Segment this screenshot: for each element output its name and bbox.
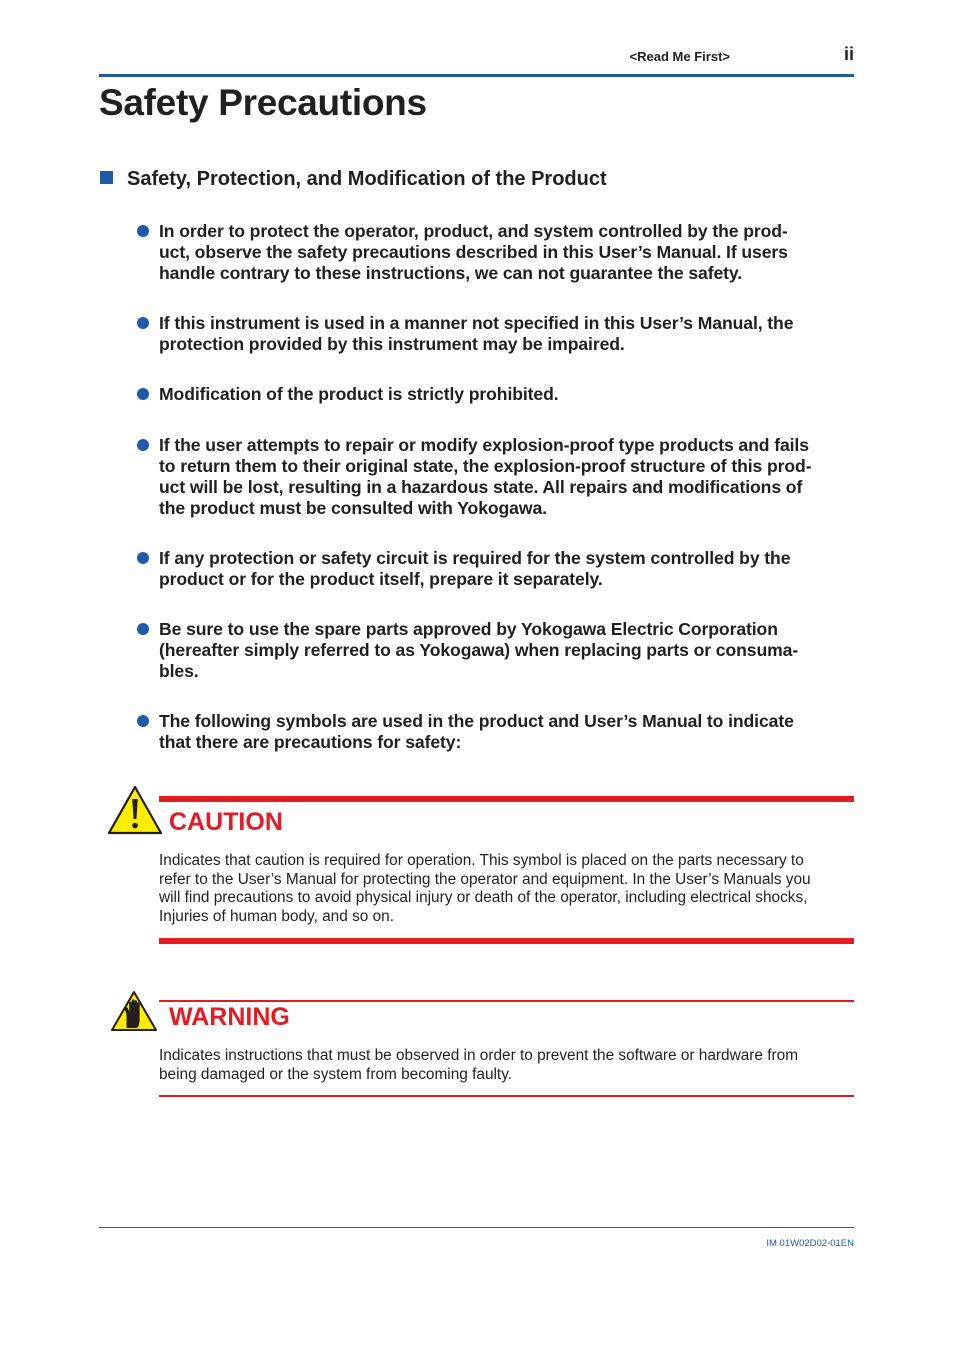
bullet-line: protection provided by this instrument may be impaired.	[159, 334, 625, 354]
warning-text-line: being damaged or the system from becoming faulty.	[159, 1065, 513, 1083]
warning-heading: WARNING	[169, 1003, 290, 1031]
round-bullet-icon	[137, 317, 149, 329]
bullet-line: If any protection or safety circuit is required for the system controlled by the	[159, 548, 791, 568]
document-number: IM 01W02D02-01EN	[766, 1238, 854, 1249]
caution-text-line: refer to the User’s Manual for protecting the operator and equipment. In the User’s Manuals you	[159, 870, 811, 888]
page-number: ii	[843, 44, 854, 64]
caution-triangle-icon	[107, 785, 163, 835]
bullet-line: Be sure to use the spare parts approved by Yokogawa Electric Corporation	[159, 619, 778, 639]
bullet-line: product or for the product itself, prepare it separately.	[159, 569, 603, 589]
bullet-line: (hereafter simply referred to as Yokogawa) when replacing parts or consuma-	[159, 640, 799, 660]
round-bullet-icon	[137, 552, 149, 564]
caution-text	[159, 852, 859, 926]
bullet-line: In order to protect the operator, product, and system controlled by the prod-	[159, 221, 788, 241]
caution-text-line: will find precautions to avoid physical injury or death of the operator, including electrical shocks,	[159, 889, 808, 906]
bullet-item	[159, 711, 859, 753]
bullet-line: handle contrary to these instructions, we can not guarantee the safety.	[159, 263, 743, 283]
bullet-line: that there are precautions for safety:	[159, 732, 462, 752]
caution-top-rule	[159, 796, 854, 802]
bullet-line: uct, observe the safety precautions described in this User’s Manual. If users	[159, 242, 788, 262]
bullet-line: uct will be lost, resulting in a hazardous state. All repairs and modifications of	[159, 477, 803, 497]
round-bullet-icon	[137, 225, 149, 237]
warning-text	[159, 1047, 859, 1084]
footer-rule	[99, 1227, 854, 1228]
warning-bottom-rule	[159, 1095, 854, 1097]
bullet-line: The following symbols are used in the product and User’s Manual to indicate	[159, 711, 794, 731]
round-bullet-icon	[137, 715, 149, 727]
section-heading	[100, 168, 607, 191]
square-bullet-icon	[100, 171, 113, 184]
bullet-line: Modification of the product is strictly prohibited.	[159, 384, 559, 404]
bullet-item	[159, 435, 859, 519]
warning-top-rule	[159, 1000, 854, 1002]
round-bullet-icon	[137, 388, 149, 400]
running-header: <Read Me First>	[629, 49, 730, 64]
caution-text-line: Injuries of human body, and so on.	[159, 907, 394, 925]
round-bullet-icon	[137, 439, 149, 451]
caution-bottom-rule	[159, 938, 854, 944]
bullet-item	[159, 384, 859, 405]
bullet-line: If the user attempts to repair or modify explosion-proof type products and fails	[159, 435, 809, 455]
header-rule	[99, 74, 854, 77]
bullet-line: If this instrument is used in a manner not specified in this User’s Manual, the	[159, 313, 794, 333]
bullet-item	[159, 619, 859, 682]
bullet-line: bles.	[159, 661, 199, 681]
bullet-line: the product must be consulted with Yokogawa.	[159, 498, 547, 518]
round-bullet-icon	[137, 623, 149, 635]
warning-text-line: Indicates instructions that must be observed in order to prevent the software or hardware from	[159, 1047, 799, 1064]
section-heading-text: Safety, Protection, and Modification of the Product	[127, 168, 607, 190]
page-title: Safety Precautions	[99, 82, 427, 123]
warning-hand-icon	[110, 990, 158, 1032]
caution-text-line: Indicates that caution is required for operation. This symbol is placed on the parts necessary to	[159, 852, 804, 869]
bullet-item	[159, 221, 859, 284]
bullet-item	[159, 313, 859, 355]
caution-heading: CAUTION	[169, 808, 283, 836]
bullet-line: to return them to their original state, the explosion-proof structure of this prod-	[159, 456, 812, 476]
bullet-item	[159, 548, 859, 590]
